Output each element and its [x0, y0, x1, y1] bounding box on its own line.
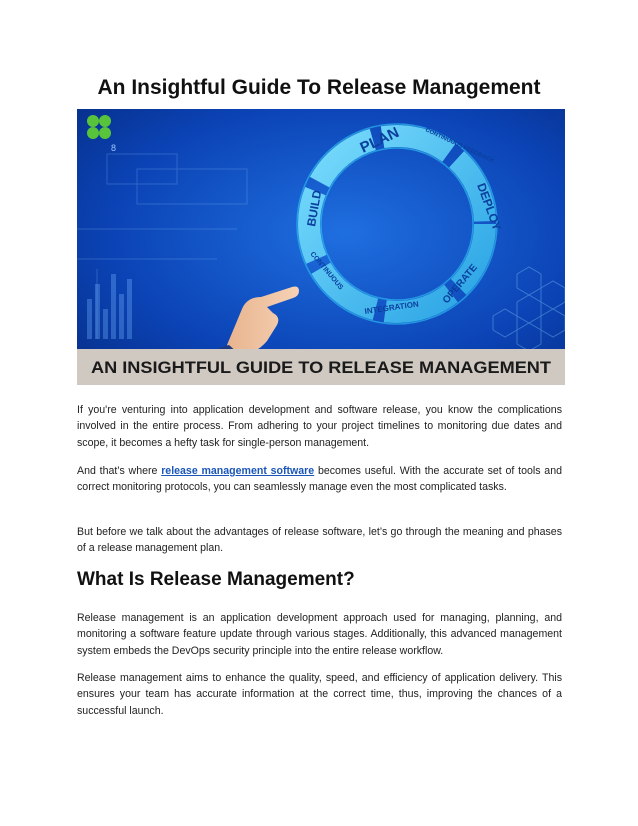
logo-number: 8 [111, 143, 117, 153]
paragraph-aims: Release management aims to enhance the quality, speed, and efficiency of application delivery. This ensures your team has accurate information at the correct time, thus, improving the chances of a successful launch. [77, 672, 562, 717]
intro-paragraph: If you're venturing into application development and software release, you know the complications involved in the entire process. From adhering to your project timelines to monitoring due dates and scope, it becomes a hefty task for single-person management. [77, 404, 562, 449]
paragraph-text: becomes useful. With the accurate set of tools and correct monitoring protocols, you can seamlessly manage even the most complicated tasks. [77, 465, 562, 494]
cycle-label-operate: OPERATE [440, 262, 480, 306]
cycle-label-plan: PLAN [357, 123, 402, 157]
cycle-label-integration: INTEGRATION [364, 299, 420, 316]
hero-image [77, 109, 565, 385]
section-heading: What Is Release Management? [77, 569, 355, 590]
cycle-label-build: BUILD [304, 188, 325, 228]
cycle-label-deploy: DEPLOY [474, 181, 505, 233]
paragraph-definition: Release management is an application development approach used for managing, planning, and monitoring a software feature update through various stages. Additionally, this advanced management system embeds the DevOps security principle into the entire release workflow. [77, 612, 562, 657]
page-title: An Insightful Guide To Release Management [97, 76, 541, 99]
cycle-label-feedback: CONTINUOUS FEEDBACK [424, 127, 495, 165]
cycle-label-continuous: CONTINUOUS [308, 250, 345, 292]
hero-banner-text: AN INSIGHTFUL GUIDE TO RELEASE MANAGEMENT [91, 359, 551, 377]
paragraph-release-software [77, 463, 562, 496]
release-management-software-link[interactable]: release management software [161, 465, 315, 477]
paragraph-before-advantages: But before we talk about the advantages of release software, let’s go through the meaning and phases of a release management plan. [77, 526, 562, 555]
paragraph-text: And that’s where [77, 465, 162, 477]
